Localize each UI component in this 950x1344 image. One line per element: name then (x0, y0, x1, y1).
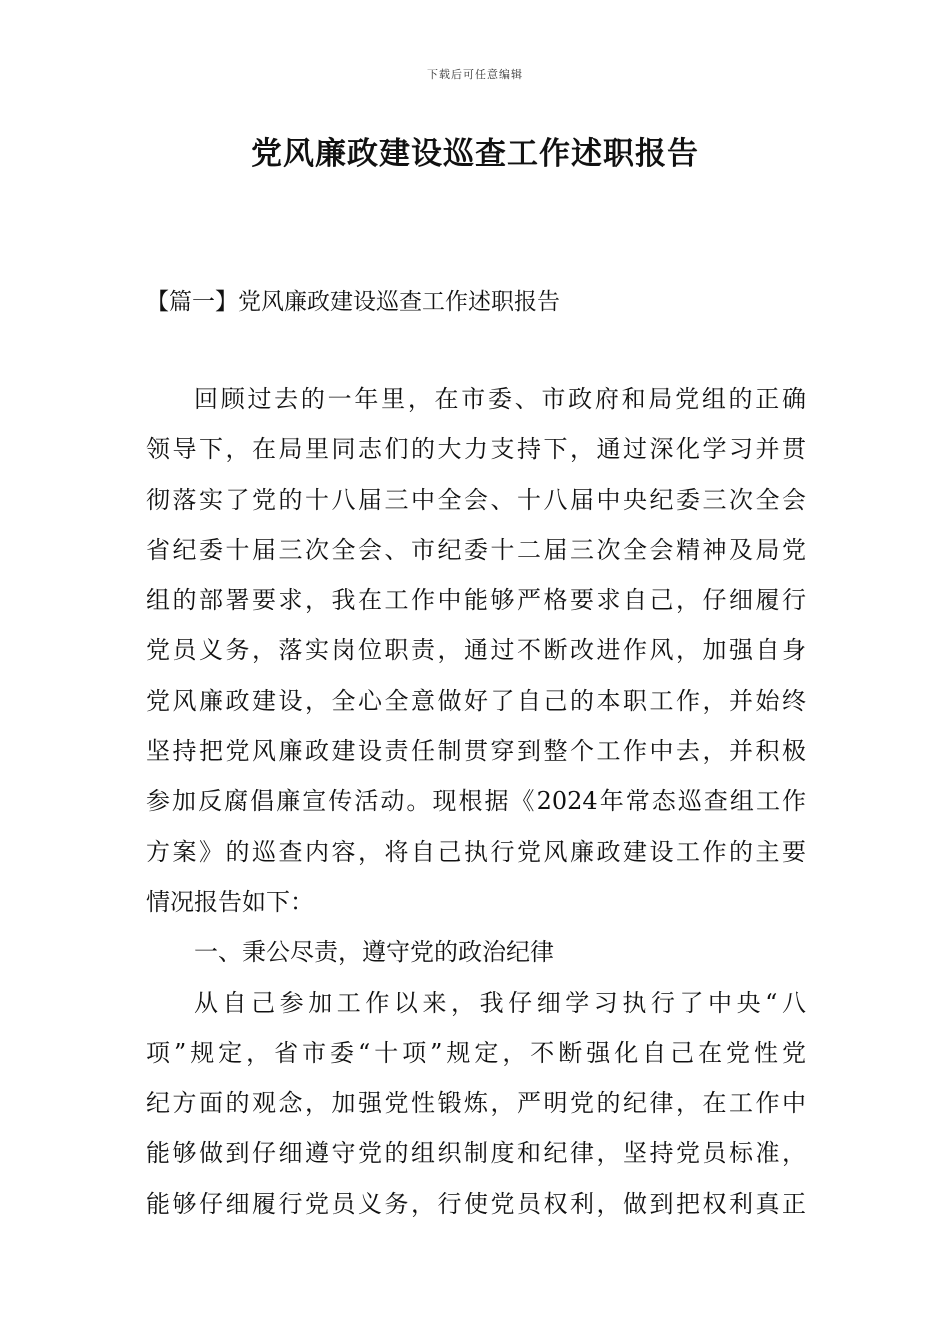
section-heading: 【篇一】党风廉政建设巡查工作述职报告 (146, 289, 560, 315)
paragraph-line: 回顾过去的一年里，在市委、市政府和局党组的正确 (194, 385, 806, 413)
paragraph-line: 能够仔细履行党员义务，行使党员权利，做到把权利真正 (146, 1189, 806, 1218)
paragraph-line: 能够做到仔细遵守党的组织制度和纪律，坚持党员标准， (146, 1139, 806, 1168)
body-text (146, 374, 806, 1229)
paragraph-line: 党风廉政建设，全心全意做好了自己的本职工作，并始终 (146, 686, 806, 715)
document-title: 党风廉政建设巡查工作述职报告 (251, 136, 699, 172)
paragraph-line: 领导下，在局里同志们的大力支持下，通过深化学习并贯 (146, 435, 806, 464)
paragraph-line: 参加反腐倡廉宣传活动。现根据《2024年常态巡查组工作 (146, 787, 806, 816)
paragraph-line: 情况报告如下： (146, 887, 314, 916)
paragraph-line: 方案》的巡查内容，将自己执行党风廉政建设工作的主要 (146, 837, 806, 866)
paragraph-line: 组的部署要求，我在工作中能够严格要求自己，仔细履行 (146, 586, 806, 615)
paragraph-line: 党员义务，落实岗位职责，通过不断改进作风，加强自身 (146, 636, 806, 665)
paragraph-line: 项”规定，省市委“十项”规定，不断强化自己在党性党 (146, 1038, 806, 1067)
subsection-heading: 一、秉公尽责，遵守党的政治纪律 (194, 938, 554, 967)
paragraph-line: 坚持把党风廉政建设责任制贯穿到整个工作中去，并积极 (146, 737, 806, 766)
header-note: 下载后可任意编辑 (427, 68, 523, 81)
paragraph-line: 从自己参加工作以来，我仔细学习执行了中央“八 (194, 988, 806, 1017)
paragraph-line: 省纪委十届三次全会、市纪委十二届三次全会精神及局党 (146, 535, 806, 564)
paragraph-line: 纪方面的观念，加强党性锻炼，严明党的纪律，在工作中 (146, 1089, 806, 1118)
paragraph-line: 彻落实了党的十八届三中全会、十八届中央纪委三次全会 (146, 485, 806, 514)
